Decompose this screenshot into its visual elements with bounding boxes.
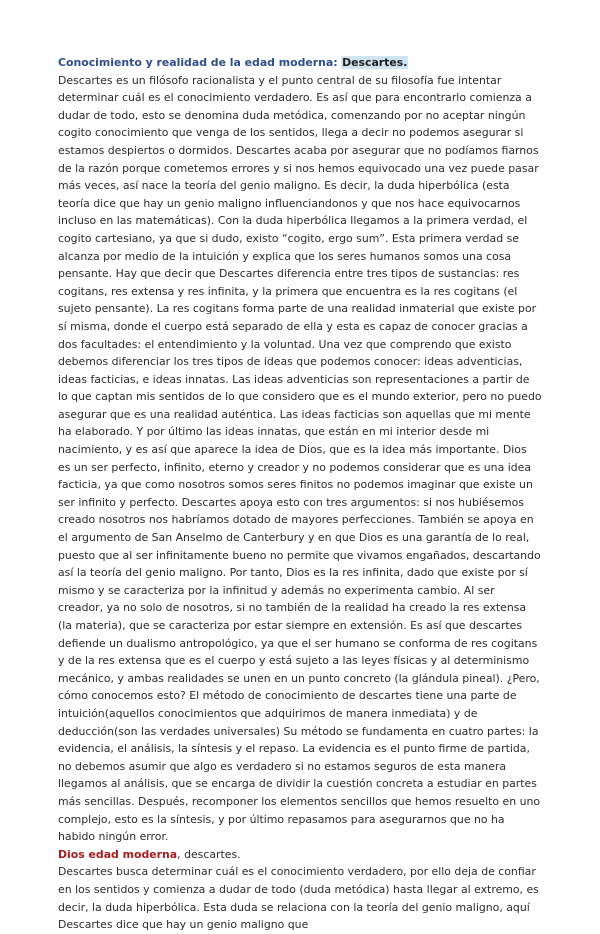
section-body: Descartes busca determinar cuál es el conocimiento verdadero, por ello deja de confiar en los sentidos y comienza a dudar de todo (duda metódica) hasta llegar al extremo, es decir, la duda hiperbólica. Esta duda se relaciona con la teoría del genio maligno, aquí Descartes dice que hay un genio maligno que [58,865,539,932]
section-god-modern-age [58,846,542,934]
section-body: Descartes es un filósofo racionalista y el punto central de su filosofía fue intentar determinar cuál es el conocimiento verdadero. Es así que para encontrarlo comienza a dudar de todo, esto se denomina duda metódica, comenzando por no aceptar ningún cogito conocimiento que venga de los sentidos, llega a decir no podemos asegurar si estamos despiertos o dormidos. Descartes acaba por asegurar que no podíamos fiarnos de la razón porque cometemos errores y si nos hemos equivocado una vez puede pasar más veces, así nace la teoría del genio maligno. Es decir, la duda hiperbólica (esta teoría dice que hay un genio maligno influenciandonos y que nos hace equivocarnos incluso en las matemáticas). Con la duda hiperbólica llegamos a la primera verdad, el cogito cartesiano, ya que si dudo, existo “cogito, ergo sum”. Esta primera verdad se alcanza por medio de la intuición y explica que los seres humanos somos una cosa pensante. Hay que decir que Descartes diferencia entre tres tipos de sustancias: res cogitans, res extensa y res infinita, y la primera que encuentra es la res cogitans (el sujeto pensante). La res cogitans forma parte de una realidad inmaterial que existe por sí misma, donde el cuerpo está separado de ella y esta es capaz de conocer gracias a dos facultades: el entendimiento y la voluntad. Una vez que comprendo que existo debemos diferenciar los tres tipos de ideas que podemos conocer: ideas adventicias, ideas facticias, e ideas innatas. Las ideas adventicias son representaciones a partir de lo que captan mis sentidos de lo que considero que es el mundo exterior, pero no puedo asegurar que es una realidad auténtica. Las ideas facticias son aquellas que mi mente ha elaborado. Y por último las ideas innatas, que están en mi interior desde mi nacimiento, y es así que aparece la idea de Dios, que es la idea más importante. Dios es un ser perfecto, infinito, eterno y creador y no podemos considerar que es una idea facticia, ya que como nosotros somos seres finitos no podemos imaginar que existe un ser infinito y perfecto. Descartes apoya esto con tres argumentos: si nos hubiésemos creado nosotros nos habríamos dotado de mayores perfecciones. También se apoya en el argumento de San Anselmo de Canterbury y en que Dios es una garantía de lo real, puesto que al ser infinitamente bueno no permite que vivamos engañados, descartando así la teoría del genio maligno. Por tanto, Dios es la res infinita, dado que existe por sí mismo y se caracteriza por la infinitud y además no experimenta cambio. Al ser creador, ya no solo de nosotros, si no también de la realidad ha creado la res extensa (la materia), que se caracteriza por estar siempre en extensión. Es así que descartes defiende un dualismo antropológico, ya que el ser humano se conforma de res cogitans y de la res extensa que es el cuerpo y está sujeto a las leyes físicas y al determinismo mecánico, y ambas realidades se unen en un punto concreto (la glándula pineal). ¿Pero, cómo conocemos esto? El método de conocimiento de descartes tiene una parte de intuición(aquellos conocimientos que adquirimos de manera inmediata) y de deducción(son las verdades universales) Su método se fundamenta en cuatro partes: la evidencia, el análisis, la síntesis y el repaso. La evidencia es el punto firme de partida, no debemos asumir que algo es verdadero si no estamos seguros de esta manera llegamos al análisis, que se encarga de dividir la cuestión concreta a estudiar en partes más sencillas. Después, recomponer los elementos sencillos que hemos resuelto en uno complejo, esto es la síntesis, y por último repasamos para asegurarnos que no ha habido ningún error. [58,73,542,844]
section-heading-god: Dios edad moderna [58,847,178,861]
section-descartes-knowledge [58,54,542,846]
section-heading-suffix: , descartes. [177,847,241,861]
highlighted-heading-term: Descartes. [342,56,408,69]
section-heading: Conocimiento y realidad de la edad moderna: [58,56,338,69]
